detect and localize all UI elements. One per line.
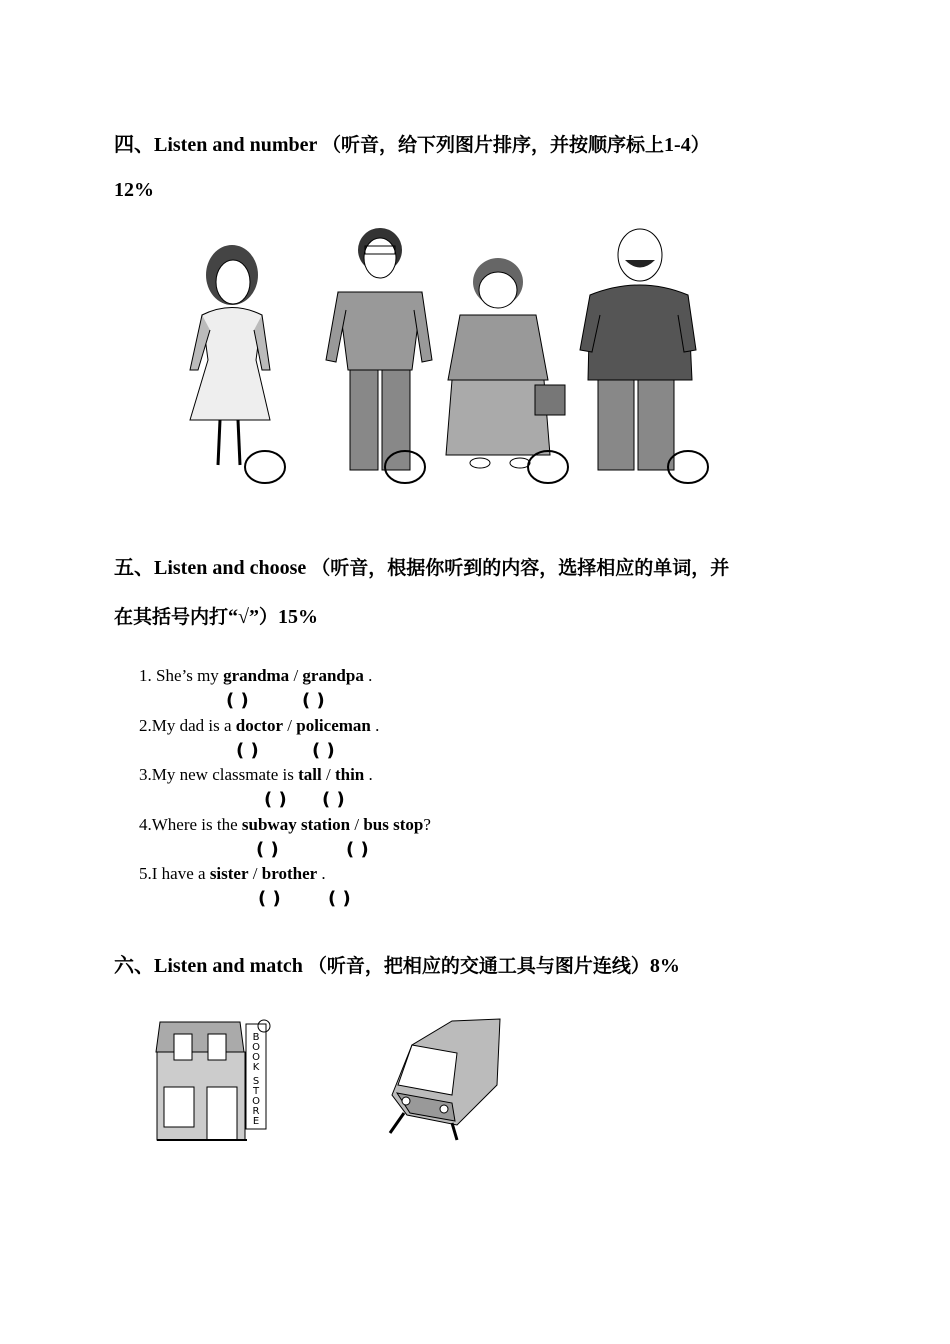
- option-a[interactable]: subway station: [241, 815, 351, 834]
- option-a[interactable]: sister: [209, 864, 249, 883]
- grandpa-figure: [580, 229, 708, 483]
- sign-letter: E: [252, 1116, 260, 1127]
- sign-letter: T: [252, 1086, 260, 1097]
- mother-figure: [190, 245, 285, 483]
- question-3: 3.My new classmate is tall / thin .: [139, 765, 373, 784]
- section-number: 四、: [114, 134, 154, 156]
- sign-letter: S: [252, 1076, 260, 1087]
- answer-paren-4a[interactable]: ( ): [256, 839, 279, 860]
- option-b[interactable]: grandpa: [302, 666, 364, 685]
- question-4: 4.Where is the subway station / bus stop?: [139, 815, 431, 834]
- option-b[interactable]: brother: [261, 864, 318, 883]
- option-a[interactable]: doctor: [235, 716, 284, 735]
- option-a[interactable]: grandma: [223, 666, 290, 685]
- question-5: 5.I have a sister / brother .: [139, 864, 326, 883]
- sign-letter: O: [252, 1096, 260, 1107]
- answer-paren-1b[interactable]: ( ): [302, 690, 325, 711]
- answer-paren-3b[interactable]: ( ): [322, 789, 345, 810]
- option-b[interactable]: bus stop: [363, 815, 424, 834]
- sign-letter: O: [252, 1042, 260, 1053]
- answer-paren-5b[interactable]: ( ): [328, 888, 351, 909]
- option-b[interactable]: policeman: [296, 716, 371, 735]
- family-figures-illustration: [180, 220, 740, 500]
- option-a[interactable]: tall: [298, 765, 322, 784]
- section4-score: 12%: [114, 179, 154, 201]
- section-range: 1-4: [664, 134, 691, 156]
- section-title-cn: （听音，给下列图片排序，并按顺序标上: [322, 134, 665, 156]
- answer-paren-2a[interactable]: ( ): [236, 740, 259, 761]
- bookstore-illustration: [152, 1012, 277, 1147]
- grandma-figure: [446, 258, 568, 483]
- question-2: 2.My dad is a doctor / policeman .: [139, 716, 380, 735]
- father-figure: [326, 228, 432, 483]
- sign-letter: R: [252, 1106, 260, 1117]
- sign-letter: K: [252, 1062, 260, 1073]
- question-1: 1. She’s my grandma / grandpa .: [139, 666, 373, 685]
- section4-heading: 四、Listen and number （听音，给下列图片排序，并按顺序标上1-4）: [114, 134, 710, 156]
- answer-paren-5a[interactable]: ( ): [258, 888, 281, 909]
- answer-paren-3a[interactable]: ( ): [264, 789, 287, 810]
- answer-paren-4b[interactable]: ( ): [346, 839, 369, 860]
- section5-heading: 五、Listen and choose （听音，根据你听到的内容，选择相应的单词，并: [114, 557, 730, 579]
- sign-letter: B: [252, 1032, 260, 1043]
- answer-paren-1a[interactable]: ( ): [226, 690, 249, 711]
- section-title-en: Listen and number: [154, 134, 318, 156]
- section6-heading: 六、Listen and match （听音，把相应的交通工具与图片连线）8%: [114, 955, 680, 977]
- sign-letter: O: [252, 1052, 260, 1063]
- subway-train-illustration: [382, 1015, 507, 1145]
- answer-paren-2b[interactable]: ( ): [312, 740, 335, 761]
- option-b[interactable]: thin: [334, 765, 365, 784]
- section5-heading-line2: 在其括号内打“√”）15%: [114, 606, 319, 628]
